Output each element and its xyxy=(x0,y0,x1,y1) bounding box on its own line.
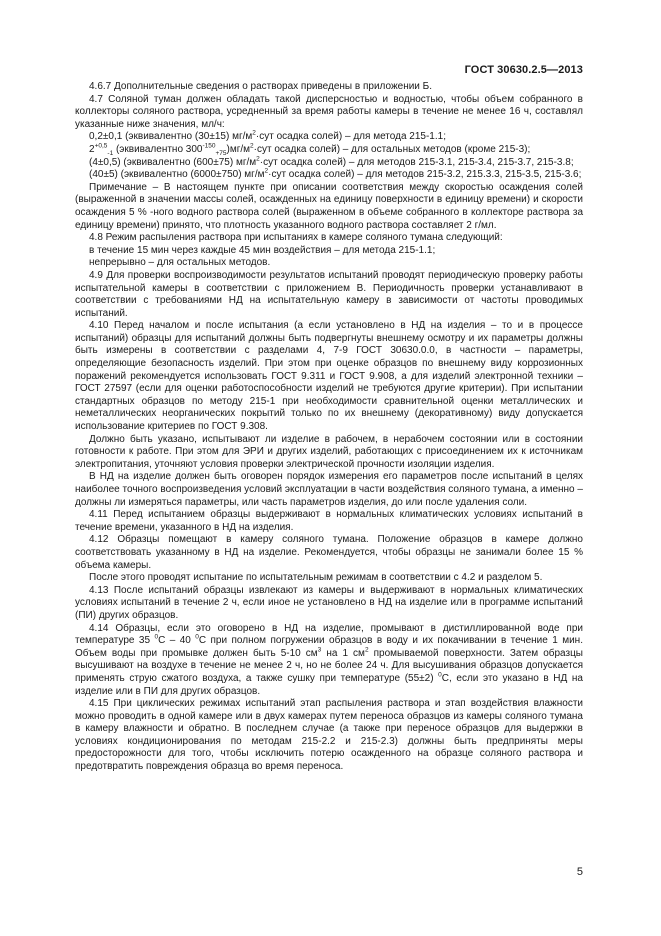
paragraph-4-11: 4.11 Перед испытанием образцы выдерживают в нормальных климатических условиях испытаний в течение времени, указанного в НД на изделия. xyxy=(75,509,583,533)
paragraph-4-8-mode-a: в течение 15 мин через каждые 45 мин воздействия – для метода 215-1.1; xyxy=(89,244,436,256)
page-number: 5 xyxy=(576,866,583,878)
paragraph-4-12-b: После этого проводят испытание по испытательным режимам в соответствии с 4.2 и разделом 5. xyxy=(89,572,543,584)
note-paragraph: Примечание – В настоящем пункте при описании соответствия между скоростью осаждения солей (выраженной в значении массы солей, осажденных на единицу поверхности в единицу времени) и скорости осаждения 5 % -ного водного раствора солей (выраженном в объеме собранного в коллекторе раствора за единицу времени) принято, что плотность указанного водного раствора составляет 2 г/мл. xyxy=(75,181,583,231)
paragraph-4-10-c: В НД на изделие должен быть оговорен порядок измерения его параметров после испытаний в целях наиболее точного воспроизведения условий эксплуатации в части воздействия соляного тумана, а именно – должны ли измеряться параметры, или часть параметров изделия, до или после удаления соли. xyxy=(75,471,583,508)
paragraph-4-8-mode-b: непрерывно – для остальных методов. xyxy=(89,257,271,269)
paragraph-4-6-7: 4.6.7 Дополнительные сведения о растворах приведены в приложении Б. xyxy=(89,81,433,92)
value-item-3: (4±0,5) (эквивалентно (600±75) $мг/м^2\cdot сут$ осадка солей) – для методов 215-3.1, 215-3.4, 215-3.7, 215-3.8; xyxy=(89,155,574,168)
paragraph-4-12: 4.12 Образцы помещают в камеру соляного тумана. Положение образцов в камере должно соответствовать указанному в НД на изделие. Рекомендуется, чтобы образцы не занимали более 15 % объема камеры. xyxy=(75,534,583,571)
document-body xyxy=(75,81,583,774)
value-item-1: 0,2±0,1 (эквивалентно (30±15) $мг/м^2\cdot сут$ осадка солей) – для метода 215-1.1; xyxy=(89,130,446,143)
value-item-2: $2^{+0,5}_{-1}$ (эквивалентно $300^{-150}_{+75})мг/м^2\cdot сут$ осадка солей) – для остальных методов (кроме 215-3); xyxy=(89,142,531,157)
paragraph-4-10: 4.10 Перед началом и после испытания (а если установлено в НД на изделия – то и в процессе испытаний) образцы для испытаний должны быть подвергнуты внешнему осмотру и их параметры должны быть измерены в соответствии с разделами 4, 7-9 ГОСТ 30630.0.0, в частности – параметры, определяющие безопасность изделий. При этом при оценке образцов по внешнему виду коррозионных поражений рекомендуется использовать ГОСТ 9.311 и ГОСТ 9.908, а для изделий электронной техники – ГОСТ 27597 (если для оценки работоспособности изделий не требуются другие критерии). При испытании стандартных образцов по методу 215-1 при необходимости сравнительной оценки металлических и неметаллических неорганических покрытий только по их внешнему (декоративному) виду допускается использование критериев по ГОСТ 9.308. xyxy=(75,320,583,433)
value-item-4: (40±5) (эквивалентно (6000±750) $мг/м^2\cdot сут$ осадка солей) – для методов 215-3.2, 215.3.3, 215-3.5, 215-3.6; xyxy=(89,167,582,181)
paragraph-4-7: 4.7 Соляной туман должен обладать такой дисперсностью и водностью, чтобы объем собранного в коллекторы соляного раствора, усредненный за время работы камеры в течение не менее 16 ч, составлял указанные ниже значения, мл/ч: xyxy=(75,93,583,130)
paragraph-4-8: 4.8 Режим распыления раствора при испытаниях в камере соляного тумана следующий: xyxy=(89,232,503,244)
paragraph-4-15: 4.15 При циклических режимах испытаний этап распыления раствора и этап воздействия влажности можно проводить в одной камере или в двух камерах путем переноса образцов из камеры соляного тумана в камеру влажности и обратно. В последнем случае (а также при переносе образцов для выдержки в условиях кондиционирования по методам 215-2.2 и 215-2.3) должны быть предприняты меры предосторожности для того, чтобы исключить потерю осажденного на образце соляного раствора и предотвратить повреждения образца во время переноса. xyxy=(75,698,583,773)
paragraph-4-14: 4.14 Образцы, если это оговорено в НД на изделие, промывают в дистиллированной воде при температуре 35 $^0$С – 40 $^0$С при полном погружении образцов в воду и их покачивании в течение 1 мин. Объем воды при промывке должен быть 5-10 $см^3$ на 1 $см^2$ промываемой поверхности. Затем образцы высушивают на воздухе в течение не менее 2 ч, но не более 24 ч. Для высушивания образцов допускается применять струю сжатого воздуха, а также сушку при температуре (55±2) $^0$С, если это указано в НД на изделие или в ПИ для других образцов. xyxy=(75,622,583,697)
paragraph-4-9: 4.9 Для проверки воспроизводимости результатов испытаний проводят периодическую проверку работы испытательной камеры в соответствии с приложением В. Периодичность проверки устанавливают в соответствии с требованиями НД на испытательную камеру в зависимости от частоты проводимых испытаний. xyxy=(75,269,583,319)
document-code-header: ГОСТ 30630.2.5—2013 xyxy=(464,64,583,76)
paragraph-4-13: 4.13 После испытаний образцы извлекают из камеры и выдерживают в нормальных климатических условиях испытаний в течение 2 ч, если иное не установлено в НД на изделие или в программе испытаний (ПИ) других образцов. xyxy=(75,584,583,621)
paragraph-4-10-b: Должно быть указано, испытывают ли изделие в рабочем, в нерабочем состоянии или в состоянии готовности к работе. При этом для ЭРИ и других изделий, работающих с присоединением их к источникам электропитания, уточняют условия проверки электрической прочности изоляции изделия. xyxy=(75,433,583,470)
